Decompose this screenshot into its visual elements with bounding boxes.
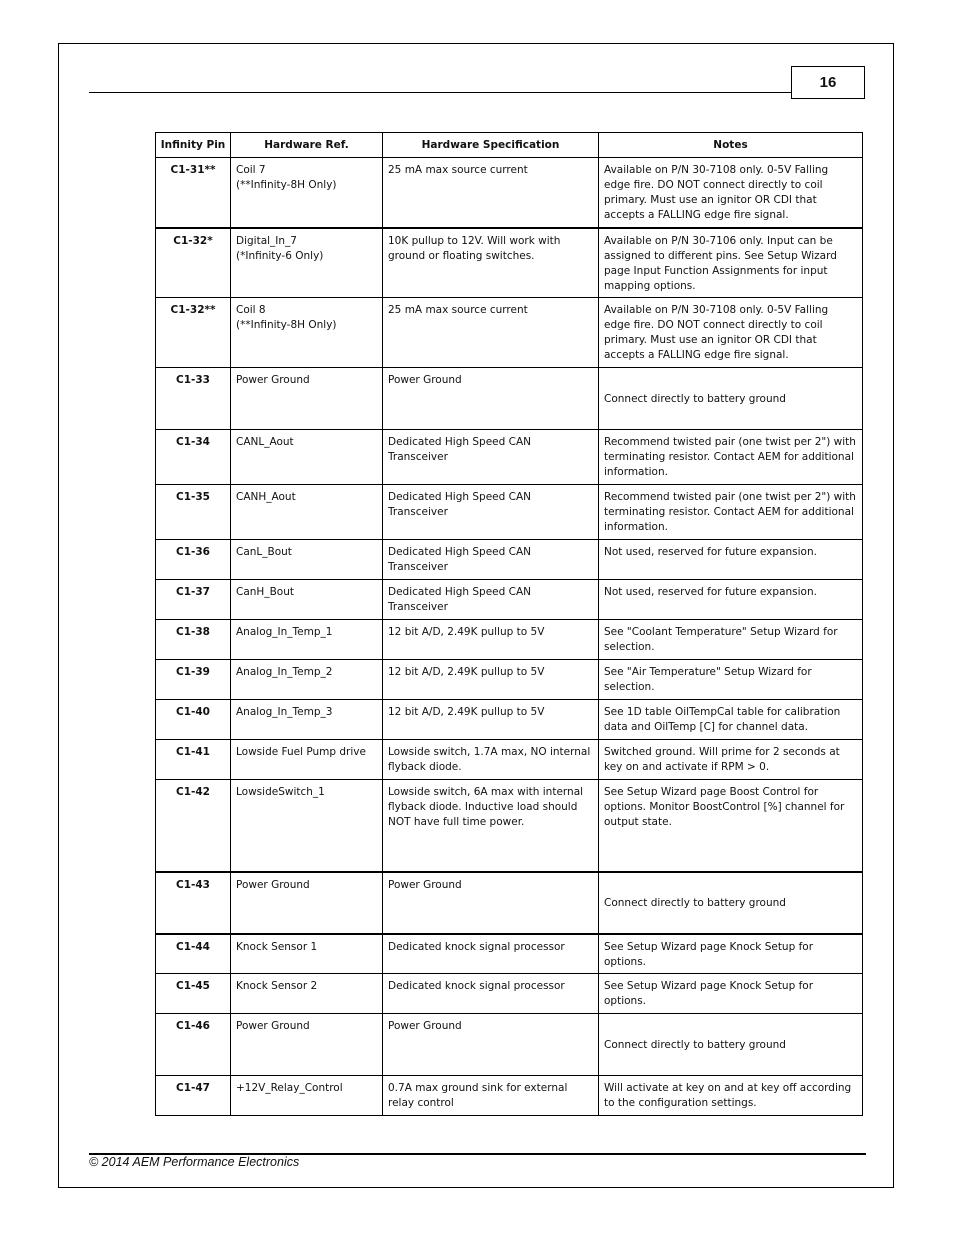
table-row xyxy=(156,780,863,872)
table-row xyxy=(156,934,863,974)
ref-cell: CANH_Aout xyxy=(231,485,383,540)
column-header-ref: Hardware Ref. xyxy=(231,133,383,158)
notes-cell: See "Coolant Temperature" Setup Wizard for selection. xyxy=(599,620,863,660)
table-row xyxy=(156,485,863,540)
notes-cell: Not used, reserved for future expansion. xyxy=(599,580,863,620)
notes-cell: Available on P/N 30-7108 only. 0-5V Falling edge fire. DO NOT connect directly to coil primary. Must use an ignitor OR CDI that accepts a FALLING edge fire signal. xyxy=(599,158,863,228)
ref-cell: Analog_In_Temp_1 xyxy=(231,620,383,660)
spec-cell: 0.7A max ground sink for external relay control xyxy=(383,1076,599,1116)
ref-cell: Digital_In_7 (*Infinity-6 Only) xyxy=(231,228,383,298)
ref-cell: Knock Sensor 2 xyxy=(231,974,383,1014)
spec-cell: Dedicated High Speed CAN Transceiver xyxy=(383,540,599,580)
header-rule xyxy=(89,92,791,93)
notes-cell: Available on P/N 30-7108 only. 0-5V Falling edge fire. DO NOT connect directly to coil primary. Must use an ignitor OR CDI that accepts a FALLING edge fire signal. xyxy=(599,298,863,368)
notes-cell: See Setup Wizard page Knock Setup for options. xyxy=(599,974,863,1014)
table-row xyxy=(156,660,863,700)
spec-cell: Dedicated High Speed CAN Transceiver xyxy=(383,430,599,485)
pin-cell: C1-32* xyxy=(156,228,231,298)
column-header-pin: Infinity Pin xyxy=(156,133,231,158)
ref-cell: +12V_Relay_Control xyxy=(231,1076,383,1116)
notes-cell: Connect directly to battery ground xyxy=(599,872,863,934)
spec-cell: Dedicated High Speed CAN Transceiver xyxy=(383,485,599,540)
notes-cell: Not used, reserved for future expansion. xyxy=(599,540,863,580)
table-row xyxy=(156,740,863,780)
spec-cell: Lowside switch, 6A max with internal flyback diode. Inductive load should NOT have full time power. xyxy=(383,780,599,872)
spec-cell: Power Ground xyxy=(383,1014,599,1076)
table-row xyxy=(156,974,863,1014)
pin-cell: C1-47 xyxy=(156,1076,231,1116)
table-row xyxy=(156,298,863,368)
notes-cell: Available on P/N 30-7106 only. Input can be assigned to different pins. See Setup Wizard page Input Function Assignments for input mapping options. xyxy=(599,228,863,298)
footer-copyright: © 2014 AEM Performance Electronics xyxy=(89,1155,300,1169)
pinout-table xyxy=(155,132,863,1116)
table-row xyxy=(156,872,863,934)
spec-cell: 10K pullup to 12V. Will work with ground or floating switches. xyxy=(383,228,599,298)
notes-cell: See Setup Wizard page Boost Control for options. Monitor BoostControl [%] channel for output state. xyxy=(599,780,863,872)
ref-cell: Coil 7 (**Infinity-8H Only) xyxy=(231,158,383,228)
notes-cell: See 1D table OilTempCal table for calibration data and OilTemp [C] for channel data. xyxy=(599,700,863,740)
pin-cell: C1-43 xyxy=(156,872,231,934)
notes-cell: Recommend twisted pair (one twist per 2") with terminating resistor. Contact AEM for additional information. xyxy=(599,430,863,485)
pin-cell: C1-36 xyxy=(156,540,231,580)
ref-cell: CanL_Bout xyxy=(231,540,383,580)
table-row xyxy=(156,700,863,740)
ref-cell: Analog_In_Temp_2 xyxy=(231,660,383,700)
ref-cell: CANL_Aout xyxy=(231,430,383,485)
spec-cell: Lowside switch, 1.7A max, NO internal flyback diode. xyxy=(383,740,599,780)
pin-cell: C1-42 xyxy=(156,780,231,872)
pin-cell: C1-40 xyxy=(156,700,231,740)
spec-cell: Dedicated knock signal processor xyxy=(383,974,599,1014)
spec-cell: Dedicated High Speed CAN Transceiver xyxy=(383,580,599,620)
spec-cell: 12 bit A/D, 2.49K pullup to 5V xyxy=(383,660,599,700)
notes-cell: Recommend twisted pair (one twist per 2") with terminating resistor. Contact AEM for additional information. xyxy=(599,485,863,540)
spec-cell: 25 mA max source current xyxy=(383,158,599,228)
pin-cell: C1-33 xyxy=(156,368,231,430)
ref-cell: Knock Sensor 1 xyxy=(231,934,383,974)
ref-cell: Coil 8 (**Infinity-8H Only) xyxy=(231,298,383,368)
table-row xyxy=(156,368,863,430)
pin-cell: C1-34 xyxy=(156,430,231,485)
table-header-row xyxy=(156,133,863,158)
pin-cell: C1-41 xyxy=(156,740,231,780)
page-number: 16 xyxy=(791,66,865,99)
pin-cell: C1-31** xyxy=(156,158,231,228)
pin-cell: C1-35 xyxy=(156,485,231,540)
table-row xyxy=(156,540,863,580)
notes-cell: Connect directly to battery ground xyxy=(599,368,863,430)
pin-cell: C1-32** xyxy=(156,298,231,368)
notes-cell: Connect directly to battery ground xyxy=(599,1014,863,1076)
pin-cell: C1-37 xyxy=(156,580,231,620)
column-header-spec: Hardware Specification xyxy=(383,133,599,158)
ref-cell: Lowside Fuel Pump drive xyxy=(231,740,383,780)
ref-cell: Power Ground xyxy=(231,872,383,934)
table-row xyxy=(156,1076,863,1116)
notes-cell: See "Air Temperature" Setup Wizard for selection. xyxy=(599,660,863,700)
ref-cell: CanH_Bout xyxy=(231,580,383,620)
pin-cell: C1-38 xyxy=(156,620,231,660)
spec-cell: Power Ground xyxy=(383,368,599,430)
column-header-notes: Notes xyxy=(599,133,863,158)
ref-cell: Power Ground xyxy=(231,1014,383,1076)
table-row xyxy=(156,430,863,485)
pin-cell: C1-46 xyxy=(156,1014,231,1076)
table-row xyxy=(156,158,863,228)
spec-cell: 12 bit A/D, 2.49K pullup to 5V xyxy=(383,620,599,660)
spec-cell: 12 bit A/D, 2.49K pullup to 5V xyxy=(383,700,599,740)
spec-cell: Power Ground xyxy=(383,872,599,934)
ref-cell: Power Ground xyxy=(231,368,383,430)
spec-cell: 25 mA max source current xyxy=(383,298,599,368)
table-row xyxy=(156,580,863,620)
notes-cell: See Setup Wizard page Knock Setup for options. xyxy=(599,934,863,974)
table-row xyxy=(156,228,863,298)
table-row xyxy=(156,620,863,660)
notes-cell: Switched ground. Will prime for 2 seconds at key on and activate if RPM > 0. xyxy=(599,740,863,780)
pin-cell: C1-39 xyxy=(156,660,231,700)
spec-cell: Dedicated knock signal processor xyxy=(383,934,599,974)
notes-cell: Will activate at key on and at key off according to the configuration settings. xyxy=(599,1076,863,1116)
table-row xyxy=(156,1014,863,1076)
ref-cell: Analog_In_Temp_3 xyxy=(231,700,383,740)
pin-cell: C1-45 xyxy=(156,974,231,1014)
pin-cell: C1-44 xyxy=(156,934,231,974)
ref-cell: LowsideSwitch_1 xyxy=(231,780,383,872)
